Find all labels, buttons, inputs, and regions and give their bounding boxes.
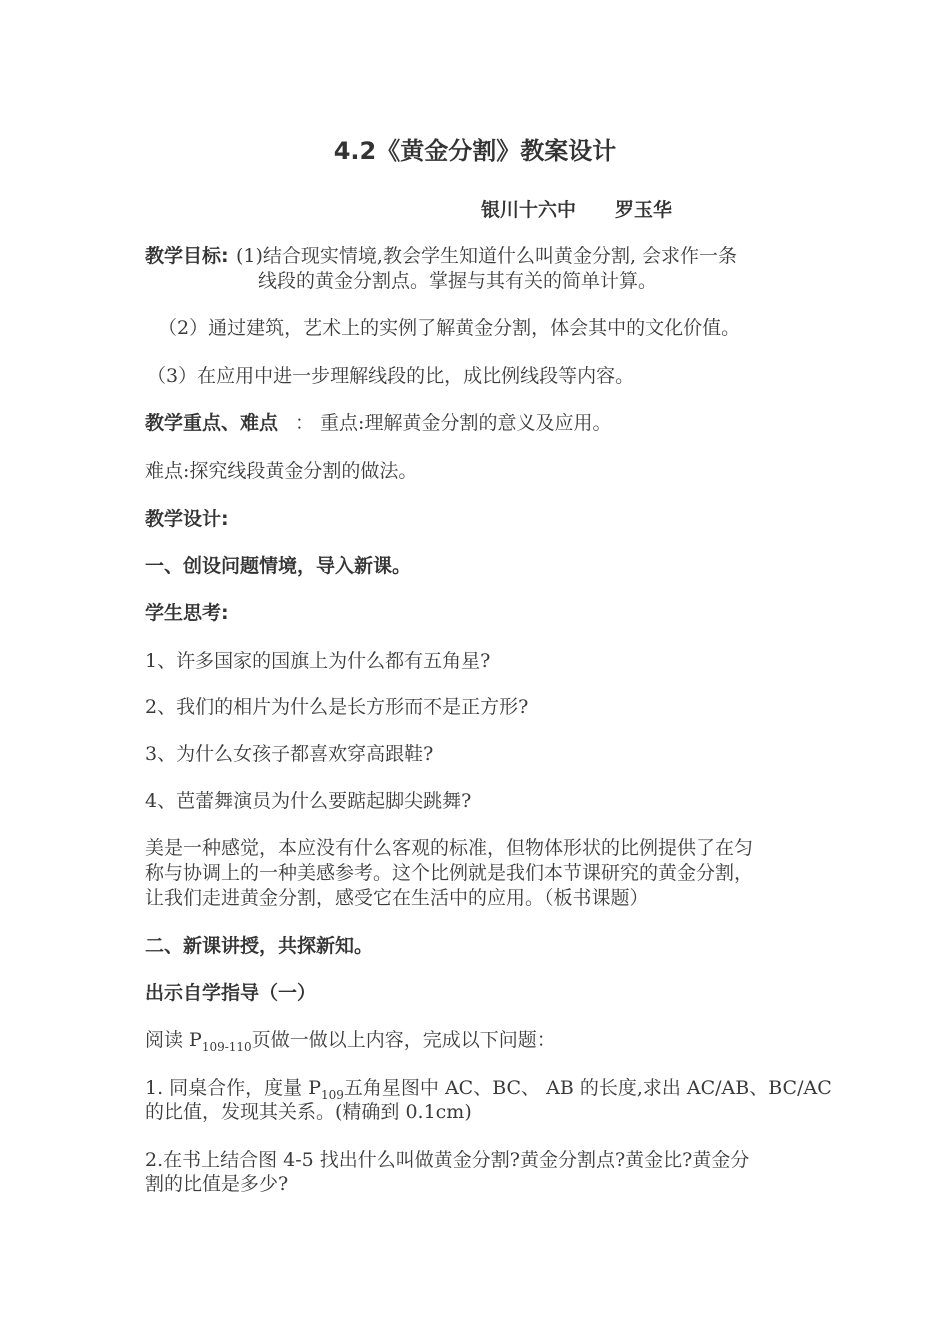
task-1-page: 109 bbox=[321, 1087, 344, 1102]
guide-label: 出示自学指导（一） bbox=[145, 982, 317, 1004]
question-2: 2、我们的相片为什么是长方形而不是正方形? bbox=[145, 696, 529, 718]
reading-pages: 109-110 bbox=[201, 1039, 252, 1054]
task-1-line-2: 的比值，发现其关系。(精确到 0.1cm) bbox=[145, 1101, 472, 1123]
intro-paragraph-line-3: 让我们走进黄金分割，感受它在生活中的应用。（板书课题） bbox=[145, 887, 649, 909]
reading-suffix: 页做一做以上内容，完成以下问题： bbox=[251, 1029, 556, 1051]
key-points-label: 教学重点、难点 bbox=[145, 412, 279, 434]
think-label: 学生思考: bbox=[145, 602, 229, 624]
question-4: 4、芭蕾舞演员为什么要踮起脚尖跳舞? bbox=[145, 790, 472, 812]
section-1-heading: 一、创设问题情境，导入新课。 bbox=[145, 555, 412, 577]
author-school: 银川十六中 bbox=[481, 199, 577, 221]
objective-1-line-1: (1)结合现实情境,教会学生知道什么叫黄金分割, 会求作一条 bbox=[236, 245, 738, 267]
question-3: 3、为什么女孩子都喜欢穿高跟鞋? bbox=[145, 743, 434, 765]
intro-paragraph-line-1: 美是一种感觉，本应没有什么客观的标准，但物体形状的比例提供了在匀 bbox=[145, 837, 754, 859]
task-1-prefix: 1. 同桌合作，度量 P bbox=[145, 1077, 321, 1099]
objective-2: （2）通过建筑，艺术上的实例了解黄金分割，体会其中的文化价值。 bbox=[158, 317, 741, 339]
design-label: 教学设计: bbox=[145, 508, 229, 530]
task-2-line-1: 2.在书上结合图 4-5 找出什么叫做黄金分割?黄金分割点?黄金比?黄金分 bbox=[145, 1149, 750, 1171]
difficulty-text: 难点:探究线段黄金分割的做法。 bbox=[145, 460, 418, 482]
section-2-heading: 二、新课讲授，共探新知。 bbox=[145, 935, 374, 957]
task-2-line-2: 割的比值是多少? bbox=[145, 1173, 289, 1195]
reading-instruction bbox=[145, 1029, 556, 1059]
task-1-suffix: 五角星图中 AC、BC、 AB 的长度,求出 AC/AB、BC/AC bbox=[343, 1077, 832, 1099]
author-name: 罗玉华 bbox=[615, 199, 673, 221]
question-1: 1、许多国家的国旗上为什么都有五角星? bbox=[145, 650, 491, 672]
intro-paragraph-line-2: 称与协调上的一种美感参考。这个比例就是我们本节课研究的黄金分割， bbox=[145, 862, 754, 884]
document-title: 4.2《黄金分割》教案设计 bbox=[333, 137, 617, 165]
objective-1-line-2: 线段的黄金分割点。掌握与其有关的简单计算。 bbox=[258, 270, 658, 292]
objective-3: （3）在应用中进一步理解线段的比，成比例线段等内容。 bbox=[147, 365, 635, 387]
objectives-label: 教学目标: bbox=[145, 245, 229, 267]
key-points-text: ： 重点:理解黄金分割的意义及应用。 bbox=[295, 412, 612, 434]
reading-prefix: 阅读 P bbox=[145, 1029, 202, 1051]
